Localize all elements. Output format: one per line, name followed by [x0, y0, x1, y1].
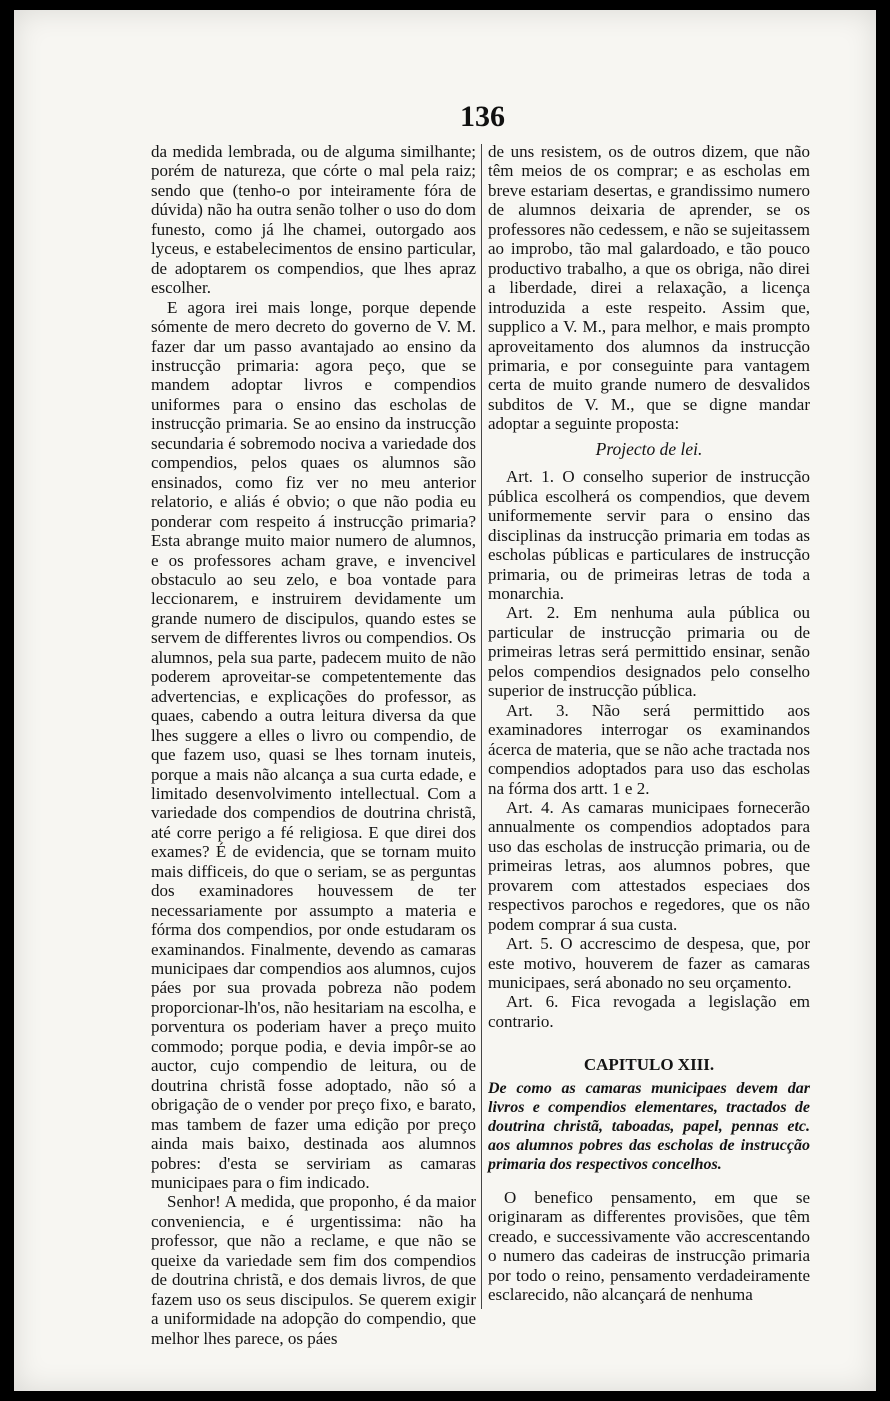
paragraph: O benefico pensamento, em que se originaram as differentes provisões, que têm creado, e successivamente vão accrescentando o numero das cadeiras de instrucção primaria por todo o reino, pensamento verdadeiramente esclarecido, não alcançará de nenhuma [488, 1187, 810, 1305]
chapter-title: CAPITULO XIII. [583, 1055, 715, 1075]
article: Art. 4. As camaras municipaes fornecerão annualmente os compendios adoptados para uso das escholas de instrucção primaria, ou de primeiras letras, aos alumnos pobres, que provarem com attestados especiaes dos respectivos parochos e regedores, que os não podem comprar á sua custa. [488, 797, 810, 934]
article: Art. 6. Fica revogada a legislação em contrario. [488, 992, 810, 1031]
section-title: Projecto de lei. [595, 438, 703, 459]
paragraph: Senhor! A medida, que proponho, é da maior conveniencia, e é urgentissima: não ha professor, que não a reclame, e que não se queixe da variedade sem fim dos compendios de doutrina christã, e dos demais livros, de que fazem uso os seus discipulos. Se querem exigir a uniformidade na adopção do compendio, que melhor lhes parece, os páes [151, 1192, 476, 1348]
paragraph: da medida lembrada, ou de alguma similhante; porém de natureza, que córte o mal pela raiz; sendo que (tenho-o por inteiramente fóra de dúvida) não ha outra senão tolher o uso do dom funesto, como já lhe chamei, outorgado aos lyceus, e estabelecimentos de ensino particular, de adoptarem os compendios, que lhes apraz escolher. [151, 142, 476, 298]
article: Art. 1. O conselho superior de instrucção pública escolherá os compendios, que devem uniformemente servir para o ensino das disciplinas da instrucção primaria em todas as escholas públicas e particulares de instrucção primaria, ou de primeiras letras de toda a monarchia. [488, 467, 810, 603]
paragraph: E agora irei mais longe, porque depende sómente de mero decreto do governo de V. M. fazer dar um passo avantajado ao ensino da instrucção primaria: agora peço, que se mandem adoptar livros e compendios uniformes para o ensino das escholas de instrucção primaria. Se ao ensino da instrucção secundaria é sobremodo nociva a variedade dos compendios, pelos quaes os alumnos são ensinados, como fiz ver no meu anterior relatorio, e aliás é obvio; o que não podia eu ponderar com respeito á instrucção primaria? Esta abrange muito maior numero de alumnos, e os professores acham grave, e invencivel obstaculo ao seu zelo, e boa vontade para leccionarem, e instruirem devidamente um grande numero de discipulos, quando estes se servem de differentes livros ou compendios. Os alumnos, pela sua parte, padecem muito de não poderem aproveitar-se competentemente das advertencias, e explicações do professor, as quaes, cabendo a outra leitura diversa da que lhes suggere a elles o livro ou compendio, de que fazem uso, quasi se lhes tornam inuteis, porque a mais não alcança a sua curta edade, e limitado desenvolvimento intellectual. Com a variedade dos compendios de doutrina christã, até corre perigo a fé religiosa. E que direi dos exames? É de evidencia, que se tornam muito mais difficeis, do que o seriam, se as perguntas dos examinadores houvessem de ter necessariamente por assumpto a materia e fórma dos compendios, por onde estudaram os examinandos. Finalmente, devendo as camaras municipaes dar compendios aos alumnos, cujos páes por sua provada pobreza não podem proporcionar-lh'os, não hesitariam na escolha, e porventura os poderiam haver a preço muito commodo; porque podia, e devia impôr-se ao auctor, cujo compendio de leitura, ou de doutrina christã fosse adoptado, não só a obrigação de o vender por preço fixo, e barato, mas tambem de fazer uma edição por preço ainda mais baixo, destinada aos alumnos pobres: d'esta se serviriam as camaras municipaes para o fim indicado. [151, 297, 476, 1193]
right-column [488, 142, 810, 1305]
article: Art. 2. Em nenhuma aula pública ou particular de instrucção primaria ou de primeiras letras será permittido ensinar, senão pelos compendios designados pelo conselho superior de instrucção pública. [488, 603, 810, 701]
column-divider [481, 144, 482, 1309]
left-column [151, 142, 476, 1348]
chapter-summary: De como as camaras municipaes devem dar livros e compendios elementares, tractados de doutrina christã, taboadas, papel, pennas etc. aos alumnos pobres das escholas de instrucção primaria dos respectivos concelhos. [488, 1079, 810, 1173]
article: Art. 3. Não será permittido aos examinadores interrogar os examinandos ácerca de materia, que se não ache tractada nos compendios adoptados para uso das escholas na fórma dos artt. 1 e 2. [488, 700, 810, 798]
paragraph: de uns resistem, os de outros dizem, que não têm meios de os comprar; e as escholas em breve estariam desertas, e grandissimo numero de alumnos deixaria de aprender, se os professores não cedessem, e não se sujeitassem ao improbo, tão mal galardoado, e tão pouco productivo trabalho, a que os obriga, não direi a liberdade, direi a relaxação, a licença introduzida a este respeito. Assim que, supplico a V. M., para melhor, e mais prompto aproveitamento dos alumnos da instrucção primaria, e por conseguinte para vantagem certa de muito grande numero de desvalidos subditos de V. M., que se digne mandar adoptar a seguinte proposta: [488, 142, 810, 434]
article: Art. 5. O accrescimo de despesa, que, por este motivo, houverem de fazer as camaras municipaes, será abonado no seu orçamento. [488, 934, 810, 993]
page-number: 136 [460, 100, 505, 133]
book-page [14, 10, 876, 1391]
